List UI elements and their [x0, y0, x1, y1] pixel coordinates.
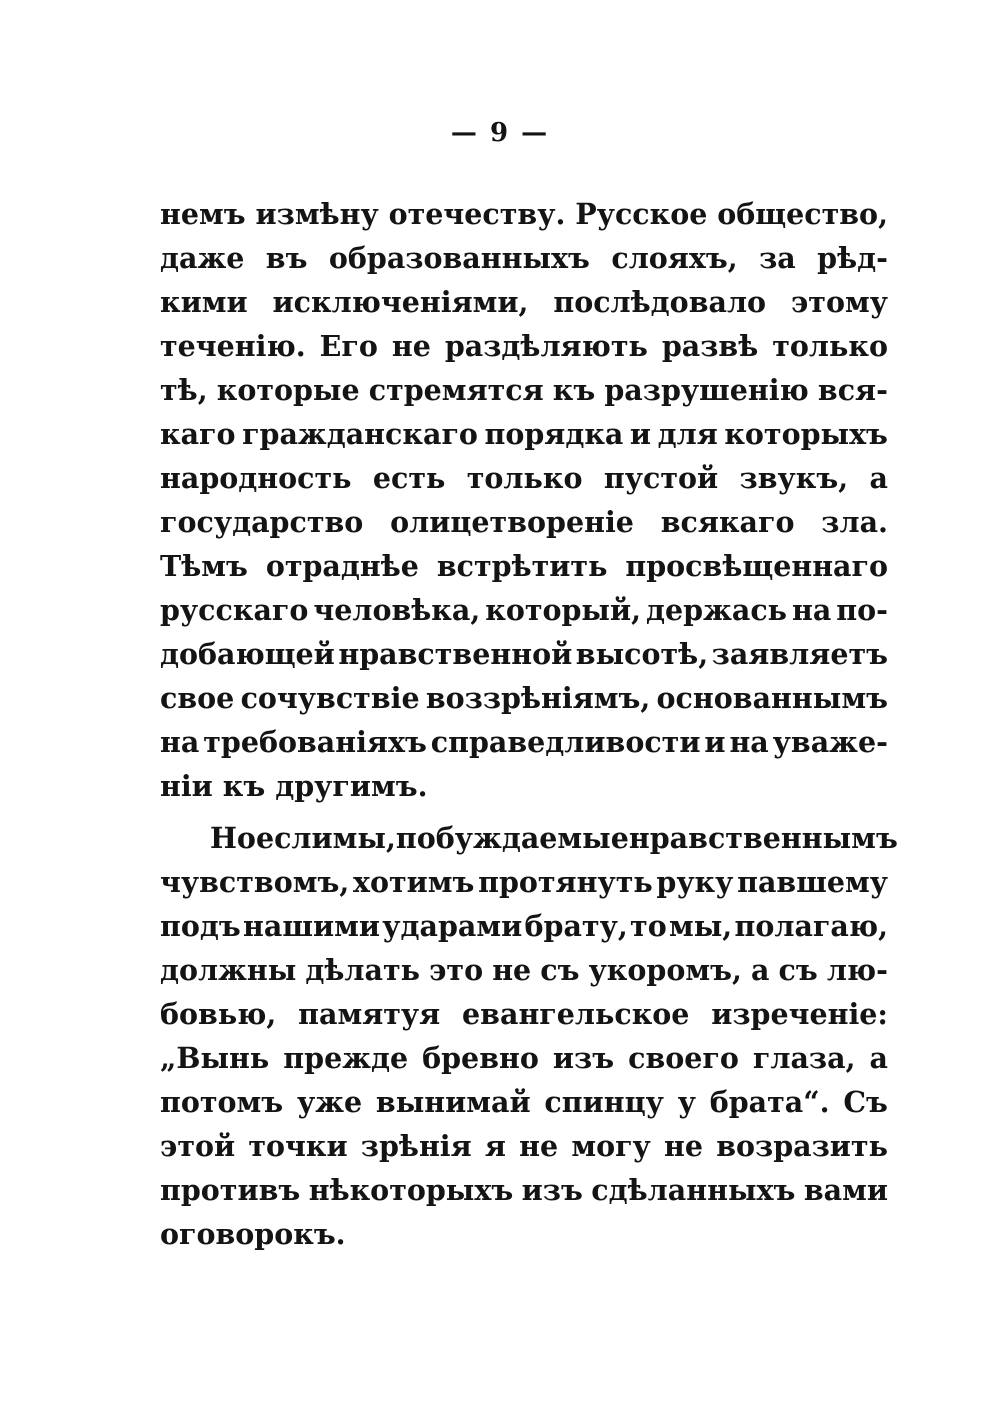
- word: мы,: [668, 909, 733, 943]
- word: требованіяхъ: [203, 725, 427, 759]
- text-line: [160, 764, 888, 808]
- text-line: [160, 1168, 888, 1212]
- word: „Вынь: [160, 1041, 270, 1075]
- word: оговорокъ.: [160, 1217, 346, 1251]
- word: за: [759, 241, 796, 275]
- word: своего: [628, 1041, 739, 1075]
- word: тѣ,: [160, 373, 208, 407]
- word: зрѣнія: [360, 1129, 472, 1163]
- word: къ: [552, 373, 596, 407]
- word: добающей: [160, 637, 335, 671]
- word: рѣд-: [817, 241, 888, 275]
- word: потомъ: [160, 1085, 284, 1119]
- text-line: [160, 1212, 888, 1256]
- text-line: [160, 236, 888, 280]
- paragraph-gap: [160, 808, 888, 816]
- word: по-: [836, 593, 888, 627]
- word: укоромъ,: [588, 953, 742, 987]
- word: этой: [160, 1129, 236, 1163]
- word: Тѣмъ: [160, 549, 248, 583]
- word: отечеству.: [388, 197, 566, 231]
- word: съ: [540, 953, 580, 987]
- text-line: [160, 588, 888, 632]
- word: олицетвореніе: [390, 505, 634, 539]
- word: изъ: [521, 1173, 583, 1207]
- word: не: [664, 1129, 703, 1163]
- text-line: [160, 280, 888, 324]
- word: протянуть: [478, 865, 653, 899]
- word: хотимъ: [352, 865, 475, 899]
- word: разрушенію: [604, 373, 809, 407]
- word: порядка: [484, 417, 624, 451]
- word: на: [729, 725, 769, 759]
- page-number: — 9 —: [450, 118, 550, 148]
- text-line: [160, 1124, 888, 1168]
- word: дѣлать: [305, 953, 420, 987]
- word: а: [869, 1041, 888, 1075]
- word: Его: [319, 329, 378, 363]
- text-line: [160, 992, 888, 1036]
- word: отраднѣе: [265, 549, 419, 583]
- word: русскаго: [160, 593, 309, 627]
- word: изъ: [552, 1041, 615, 1075]
- word: справедливости: [430, 725, 701, 759]
- word: бревно: [422, 1041, 539, 1075]
- word: нашими: [243, 909, 380, 943]
- text-line: [160, 948, 888, 992]
- word: всякаго: [660, 505, 795, 539]
- word: лю-: [826, 953, 888, 987]
- text-line: [160, 904, 888, 948]
- word: только: [772, 329, 888, 363]
- word: для: [657, 417, 718, 451]
- word: звукъ,: [739, 461, 849, 495]
- word: и: [704, 725, 726, 759]
- word: полагаю,: [734, 909, 888, 943]
- word: не: [391, 329, 431, 363]
- word: подъ: [160, 909, 241, 943]
- word: кими: [160, 285, 248, 319]
- word: противъ: [160, 1173, 301, 1207]
- word: сочувствіе: [240, 681, 420, 715]
- word: Съ: [843, 1085, 888, 1119]
- word: я: [484, 1129, 506, 1163]
- word: чувствомъ,: [160, 865, 350, 899]
- word: образованныхъ: [328, 241, 590, 275]
- text-line: [160, 1036, 888, 1080]
- word: государство: [160, 505, 364, 539]
- word: основаннымъ: [656, 681, 888, 715]
- paragraph: [160, 816, 898, 1256]
- word: зла.: [821, 505, 888, 539]
- word: памятуя: [298, 997, 441, 1031]
- word: и: [629, 417, 652, 451]
- word: Русское: [575, 197, 708, 231]
- word: заявляетъ: [711, 637, 888, 671]
- text-line: [160, 1080, 888, 1124]
- word: уже: [296, 1085, 363, 1119]
- word: воззрѣніямъ,: [425, 681, 651, 715]
- word: это: [429, 953, 484, 987]
- word: измѣну: [255, 197, 379, 231]
- word: брату,: [524, 909, 628, 943]
- text-line: [160, 632, 888, 676]
- text-line: [160, 816, 898, 860]
- word: должны: [160, 953, 297, 987]
- word: сдѣланныхъ: [591, 1173, 796, 1207]
- text-line: [160, 192, 888, 236]
- body-text: [160, 192, 898, 1256]
- word: евангельское: [462, 997, 690, 1031]
- word: просвѣщеннаго: [625, 549, 888, 583]
- word: высотѣ,: [575, 637, 709, 671]
- word: на: [791, 593, 832, 627]
- text-line: [160, 324, 888, 368]
- word: даже: [160, 241, 245, 275]
- word: уваже-: [772, 725, 888, 759]
- word: не: [519, 1129, 559, 1163]
- word: а: [750, 953, 770, 987]
- word: которые: [216, 373, 360, 407]
- word: если: [255, 821, 333, 855]
- word: стремятся: [368, 373, 544, 407]
- word: вся-: [817, 373, 888, 407]
- word: изреченіе:: [711, 997, 888, 1031]
- word: общество,: [717, 197, 888, 231]
- word: который,: [485, 593, 642, 627]
- word: могу: [571, 1129, 651, 1163]
- word: слояхъ,: [611, 241, 738, 275]
- word: къ: [222, 769, 266, 803]
- word: нравственной: [338, 637, 573, 671]
- word: есть: [372, 461, 446, 495]
- word: исключеніями,: [272, 285, 529, 319]
- text-line: [160, 544, 888, 588]
- word: то: [630, 909, 667, 943]
- word: побуждаемые: [395, 821, 629, 855]
- word: теченію.: [160, 329, 306, 363]
- word: этому: [790, 285, 888, 319]
- word: бовью,: [160, 997, 277, 1031]
- word: только: [466, 461, 583, 495]
- word: которыхъ: [724, 417, 888, 451]
- word: точки: [248, 1129, 348, 1163]
- paragraph: [160, 192, 888, 808]
- text-line: [160, 676, 888, 720]
- text-line: [160, 368, 888, 412]
- word: вами: [803, 1173, 888, 1207]
- word: нравственнымъ: [628, 821, 898, 855]
- word: на: [160, 725, 200, 759]
- word: въ: [265, 241, 308, 275]
- text-line: [160, 412, 888, 456]
- word: держась: [646, 593, 788, 627]
- word: ударами: [382, 909, 523, 943]
- text-line: [160, 860, 888, 904]
- word: человѣка,: [313, 593, 481, 627]
- word: немъ: [160, 197, 246, 231]
- word: прежде: [283, 1041, 409, 1075]
- word: спинцу: [544, 1085, 664, 1119]
- word: раздѣляють: [444, 329, 648, 363]
- word: пустой: [603, 461, 719, 495]
- word: народность: [160, 461, 352, 495]
- word: павшему: [737, 865, 888, 899]
- word: развѣ: [661, 329, 759, 363]
- word: другимъ.: [275, 769, 428, 803]
- word: ніи: [160, 769, 213, 803]
- word: вынимай: [375, 1085, 531, 1119]
- word: съ: [778, 953, 818, 987]
- word: у: [677, 1085, 696, 1119]
- word: каго: [160, 417, 236, 451]
- word: нѣкоторыхъ: [308, 1173, 514, 1207]
- word: мы,: [332, 821, 396, 855]
- word: а: [869, 461, 888, 495]
- word: гражданскаго: [242, 417, 478, 451]
- word: руку: [656, 865, 734, 899]
- word: брата“.: [709, 1085, 830, 1119]
- text-line: [160, 500, 888, 544]
- word: встрѣтить: [436, 549, 608, 583]
- word: глаза,: [752, 1041, 856, 1075]
- word: свое: [160, 681, 235, 715]
- word: Но: [210, 821, 256, 855]
- text-line: [160, 456, 888, 500]
- word: послѣдовало: [553, 285, 767, 319]
- word: не: [492, 953, 532, 987]
- word: возразить: [716, 1129, 888, 1163]
- text-line: [160, 720, 888, 764]
